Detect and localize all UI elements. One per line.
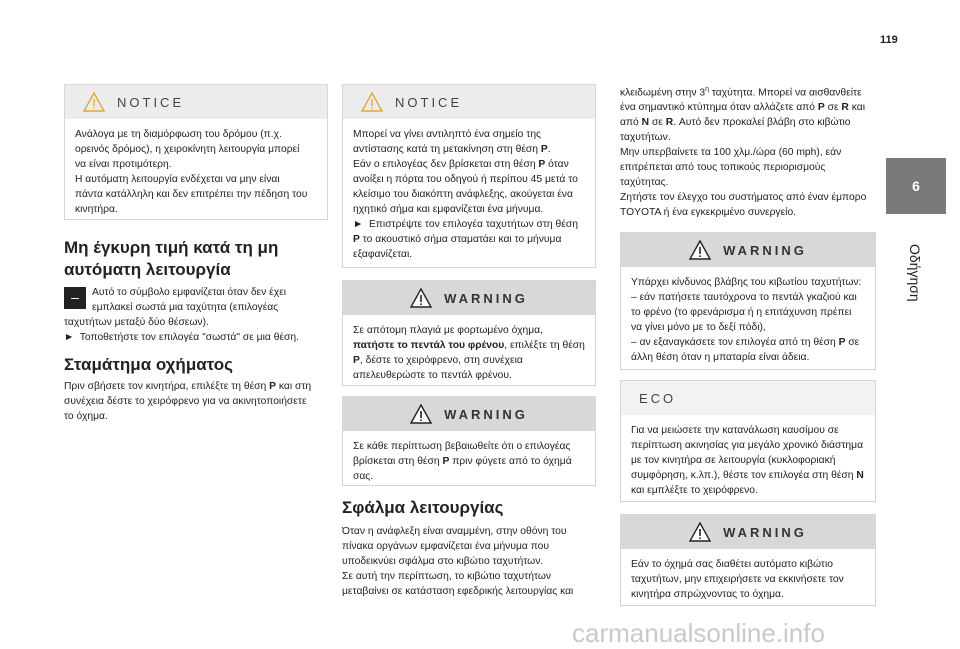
text-line: ταχυτήτων.	[620, 132, 671, 144]
text-line: ταχυτήτων μεταξύ δύο θέσεων).	[64, 317, 209, 328]
dash-symbol-icon: –	[64, 287, 86, 309]
text-line: Εάν ο επιλογέας δεν βρίσκεται στη θέση P όταν	[353, 159, 569, 170]
warning-body	[621, 549, 875, 610]
text-line: από N σε R. Αυτό δεν προκαλεί βλάβη στο κιβώτιο	[620, 117, 851, 129]
warning-label: WARNING	[723, 242, 807, 258]
malfunction-text	[342, 524, 602, 599]
notice-line: Ανάλογα με τη διαμόρφωση του δρόμου (π.χ.	[75, 129, 282, 140]
text-line: άλλη θέση όταν η μπαταρία είναι άδεια.	[631, 352, 810, 363]
chapter-title-text: Οδήγηση	[907, 244, 923, 302]
malfunction-heading: Σφάλμα λειτουργίας	[342, 498, 504, 517]
text-line: Υπάρχει κίνδυνος βλάβης του κιβωτίου ταχυτήτων:	[631, 277, 862, 288]
notice-body	[65, 119, 327, 225]
notice-line: ορεινός δρόμος), η χειροκίνητη λειτουργία μπορεί	[75, 144, 300, 155]
text-line: ένα σημαντικό κτύπημα όταν αλλάζετε από P σε R και	[620, 102, 865, 114]
notice-line: Η αυτόματη λειτουργία ενδέχεται να μην είναι	[75, 174, 280, 185]
warning-header	[621, 233, 875, 267]
arrow-icon: ►	[64, 332, 75, 343]
notice-line: κινητήρα.	[75, 204, 118, 215]
text-line: Όταν η ανάφλεξη είναι αναμμένη, στην οθόνη του	[342, 526, 567, 537]
text-line: Πριν σβήσετε τον κινητήρα, επιλέξτε τη θέση P και στη	[64, 381, 312, 392]
warning-icon	[410, 404, 432, 424]
stop-vehicle-text	[64, 379, 336, 424]
notice-label: NOTICE	[117, 94, 185, 110]
watermark: carmanualsonline.info	[572, 618, 825, 648]
text-line: να γίνει μόνο με το δεξί πόδι),	[631, 322, 766, 333]
text-line: συμφόρηση, κ.λπ.), θέστε τον επιλογέα στη θέση N	[631, 470, 864, 481]
invalid-value-text	[64, 285, 334, 345]
warning-box-2	[342, 396, 596, 486]
text-line: κινητήρα σπρώχνοντας το όχημα.	[631, 589, 784, 600]
text-line: βρίσκεται στη θέση P πριν φύγετε από το όχημά	[353, 456, 572, 467]
eco-header	[621, 381, 875, 415]
invalid-value-heading	[64, 237, 334, 281]
heading-line: Μη έγκυρη τιμή κατά τη μη	[64, 238, 279, 257]
text-line: Ζητήστε τον έλεγχο του συστήματος από έναν έμπορο	[620, 192, 867, 204]
text-line: ταχυτήτων, μην επιχειρήσετε να εκκινήσετε τον	[631, 574, 844, 585]
text-line: ανοίξει η πόρτα του οδηγού ή περίπου 45 μετά το	[353, 174, 578, 185]
text-line: και εμπλέξτε το χειρόφρενο.	[631, 485, 758, 496]
text-line: Σε αυτή την περίπτωση, το κιβώτιο ταχυτήτων	[342, 571, 552, 582]
text-line: ► Επιστρέψτε τον επιλογέα ταχυτήτων στη θέση	[353, 219, 578, 230]
eco-box	[620, 380, 876, 502]
caution-icon	[83, 92, 105, 112]
warning-label: WARNING	[723, 524, 807, 540]
warning-icon	[689, 522, 711, 542]
action-line: ► Τοποθετήστε τον επιλογέα "σωστά" σε μια θέση.	[64, 332, 299, 343]
warning-header	[343, 397, 595, 431]
warning-body	[621, 267, 875, 373]
caution-icon	[361, 92, 383, 112]
chapter-tab[interactable]: 6	[886, 158, 946, 214]
eco-label: ECO	[639, 390, 677, 406]
text-line: TOYOTA ή ένα εγκεκριμένο συνεργείο.	[620, 207, 797, 219]
text-line: σας.	[353, 471, 374, 482]
arrow-icon: ►	[353, 219, 364, 230]
notice-line: να είναι προτιμότερη.	[75, 159, 172, 170]
text-line: απελευθερώστε το πεντάλ φρένου.	[353, 370, 512, 381]
notice-label: NOTICE	[395, 94, 463, 110]
text-line: – αν εξαναγκάσετε τον επιλογέα από τη θέση P σε	[631, 337, 860, 348]
text-line: Σε απότομη πλαγιά με φορτωμένο όχημα,	[353, 325, 543, 336]
text-line: υποδεικνύει σφάλμα στο κιβώτιο ταχυτήτων.	[342, 556, 544, 567]
text-line: επιτρέπεται από τους τοπικούς περιορισμούς	[620, 162, 826, 174]
page-number: 119	[880, 34, 898, 46]
text-line: Σε κάθε περίπτωση βεβαιωθείτε ότι ο επιλογέας	[353, 441, 571, 452]
text-line: P το ακουστικό σήμα σταματάει και το μήνυμα	[353, 234, 562, 245]
warning-icon	[410, 288, 432, 308]
notice-body	[343, 119, 595, 270]
text-line: εξαφανίζεται.	[353, 249, 413, 260]
text-line: το φρένο (το φρενάρισμα ή η επιτάχυνση πρέπει	[631, 307, 852, 318]
warning-label: WARNING	[444, 290, 528, 306]
text-line: ταχύτητας.	[620, 177, 669, 189]
notice-box-1	[64, 84, 328, 220]
warning-box-4	[620, 514, 876, 606]
notice-header	[343, 85, 595, 119]
text-line: αντίστασης κατά τη μετακίνηση στη θέση P.	[353, 144, 551, 155]
text-line: κλειδωμένη στην $3^\eta$ ταχύτητα. Μπορεί να αισθανθείτε	[620, 86, 862, 99]
text-line: περίπτωση ακινησίας για μεγάλο χρονικό διάστημα	[631, 440, 864, 451]
eco-body	[621, 415, 875, 506]
notice-line: πάντα κατάλληλη και δεν επιτρέπει την πέδηση του	[75, 189, 308, 200]
text-line: πίνακα οργάνων εμφανίζεται ένα μήνυμα που	[342, 541, 550, 552]
text-line: Μπορεί να γίνει αντιληπτό ένα σημείο της	[353, 129, 542, 140]
notice-box-2	[342, 84, 596, 268]
malfunction-continued-text	[620, 82, 882, 220]
chapter-title	[890, 218, 940, 328]
warning-header	[621, 515, 875, 549]
text-line: Μην υπερβαίνετε τα 100 χλμ./ώρα (60 mph), εάν	[620, 147, 842, 159]
text-line: κλείσιμο του διακόπτη ανάφλεξης, ακούγεται ένα	[353, 189, 573, 200]
warning-label: WARNING	[444, 406, 528, 422]
text-line: Αυτό το σύμβολο εμφανίζεται όταν δεν έχει	[92, 287, 287, 298]
warning-icon	[689, 240, 711, 260]
text-line: πατήστε το πεντάλ του φρένου, επιλέξτε τη θέση	[353, 340, 585, 351]
text-line: Για να μειώσετε την κατανάλωση καυσίμου σε	[631, 425, 839, 436]
stop-vehicle-heading: Σταμάτημα οχήματος	[64, 355, 234, 374]
text-line: P, δέστε το χειρόφρενο, στη συνέχεια	[353, 355, 523, 366]
text-line: εμπλακεί σωστά μια ταχύτητα (επιλογέας	[92, 302, 279, 313]
text-line: Εάν το όχημά σας διαθέτει αυτόματο κιβώτιο	[631, 559, 834, 570]
warning-body	[343, 315, 595, 391]
warning-header	[343, 281, 595, 315]
warning-body	[343, 431, 595, 492]
text-line: συνέχεια δέστε το χειρόφρενο για να ακινητοποιήσετε	[64, 396, 307, 407]
text-line: το όχημα.	[64, 411, 108, 422]
warning-box-1	[342, 280, 596, 386]
notice-header	[65, 85, 327, 119]
heading-line: αυτόματη λειτουργία	[64, 260, 231, 279]
text-line: ηχητικό σήμα και εμφανίζεται ένα μήνυμα.	[353, 204, 544, 215]
warning-box-3	[620, 232, 876, 370]
text-line: μεταβαίνει σε κατάσταση εφεδρικής λειτουργίας και	[342, 586, 574, 597]
text-line: – εάν πατήσετε ταυτόχρονα το πεντάλ γκαζιού και	[631, 292, 857, 303]
text-line: με τον κινητήρα σε λειτουργία (κυκλοφοριακή	[631, 455, 836, 466]
